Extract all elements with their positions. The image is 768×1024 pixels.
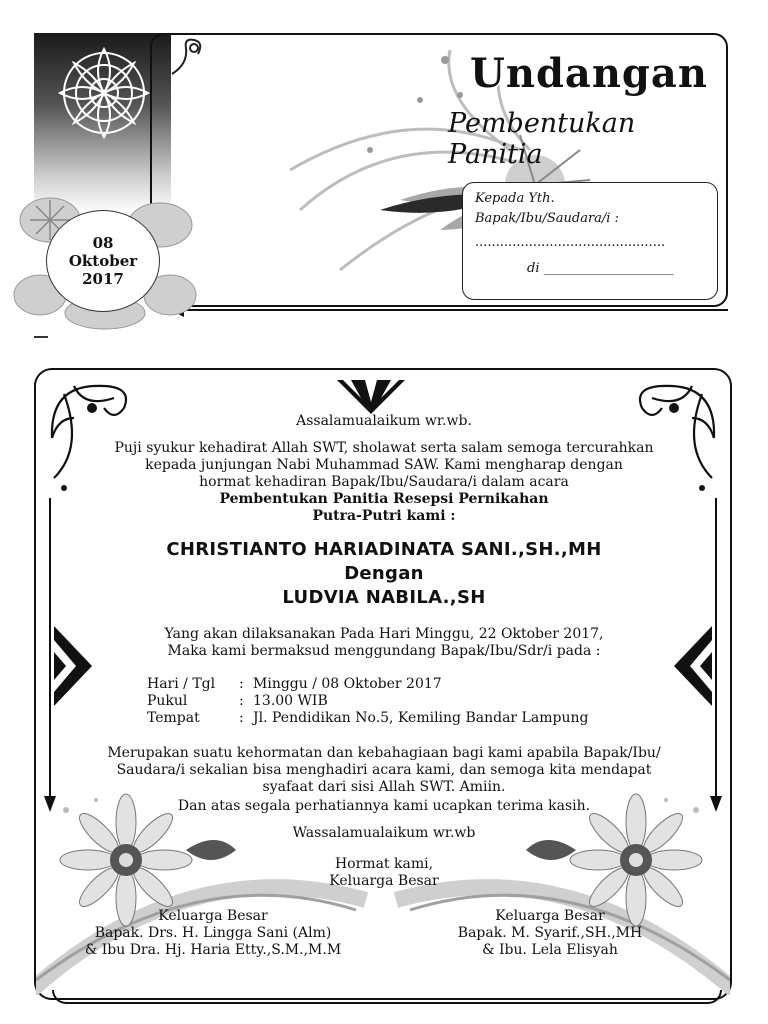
detail-row: Hari / Tgl : Minggu / 08 Oktober 2017 [147,676,442,692]
regards: Hormat kami, [334,856,434,872]
detail-row: Tempat : Jl. Pendidikan No.5, Kemiling Bandar Lampung [147,710,589,726]
right-family-line1: Keluarga Besar [495,908,605,924]
wedding-line-1: Yang akan dilaksanakan Pada Hari Minggu, 22 Oktober 2017, [164,626,604,642]
intro-line-1: Puji syukur kehadirat Allah SWT, sholawat serta salam semoga tercurahkan [114,440,654,456]
greeting: Assalamualaikum wr.wb. [296,413,472,429]
closing-line-1: Merupakan suatu kehormatan dan kebahagiaan bagi kami apabila Bapak/Ibu/ [107,745,661,761]
sunburst-icon [337,380,405,414]
detail-label: Hari / Tgl [147,676,216,692]
right-family-block [420,908,680,959]
detail-row: Pukul : 13.00 WIB [147,693,328,709]
closing-line-2: Saudara/i sekalian bisa menghadiri acara kami, dan semoga kita mendapat [116,762,652,778]
left-family-line1: Keluarga Besar [158,908,268,924]
date-year: 2017 [82,270,124,288]
right-family-line3: & Ibu. Lela Elisyah [482,942,618,958]
closing-line-4: Dan atas segala perhatiannya kami ucapkan terima kasih. [177,798,591,814]
intro-line-3: hormat kehadiran Bapak/Ibu/Saudara/i dalam acara [199,474,569,490]
wedding-line-2: Maka kami bermaksud menggundang Bapak/Ibu/Sdr/i pada : [167,643,601,659]
recipient-dots: .............................................. [475,235,666,250]
invitation-title: Undangan [470,50,708,97]
cut-mark [34,336,48,338]
recipient-di: di ____________________ [527,261,674,276]
recipient-line2: Bapak/Ibu/Saudara/i : [475,211,619,226]
event-title: Pembentukan Panitia Resepsi Pernikahan [219,491,549,507]
left-family-line2: Bapak. Drs. H. Lingga Sani (Alm) [94,925,332,941]
date-badge [46,210,160,312]
bottom-floral-decoration [36,790,730,995]
detail-label: Pukul [147,693,188,709]
left-family-line3: & Ibu Dra. Hj. Haria Etty.,S.M.,M.M [84,942,342,958]
recipient-box [462,182,718,300]
detail-label: Tempat [147,710,200,726]
left-family-block [68,908,358,959]
bride-name: LUDVIA NABILA.,SH [282,587,486,608]
intro-line-2: kepada junjungan Nabi Muhammad SAW. Kami mengharap dengan [145,457,623,473]
recipient-line1: Kepada Yth. [475,191,555,206]
invitation-subtitle: Pembentukan Panitia [448,108,636,170]
arrow-line [180,309,728,311]
right-family-line2: Bapak. M. Syarif.,SH.,MH [457,925,643,941]
connector-text: Dengan [344,563,424,584]
farewell: Wassalamualaikum wr.wb [292,825,476,841]
detail-value: 13.00 WIB [253,693,328,709]
groom-name: CHRISTIANTO HARIADINATA SANI.,SH.,MH [166,539,602,560]
date-day: 08 [92,234,114,252]
event-subtitle: Putra-Putri kami : [312,508,456,524]
family-signature: Keluarga Besar [329,873,439,889]
date-month: Oktober [68,252,138,270]
detail-value: Minggu / 08 Oktober 2017 [253,676,442,692]
detail-value: Jl. Pendidikan No.5, Kemiling Bandar Lampung [253,710,589,726]
closing-line-3: syafaat dari sisi Allah SWT. Amiin. [262,779,506,795]
